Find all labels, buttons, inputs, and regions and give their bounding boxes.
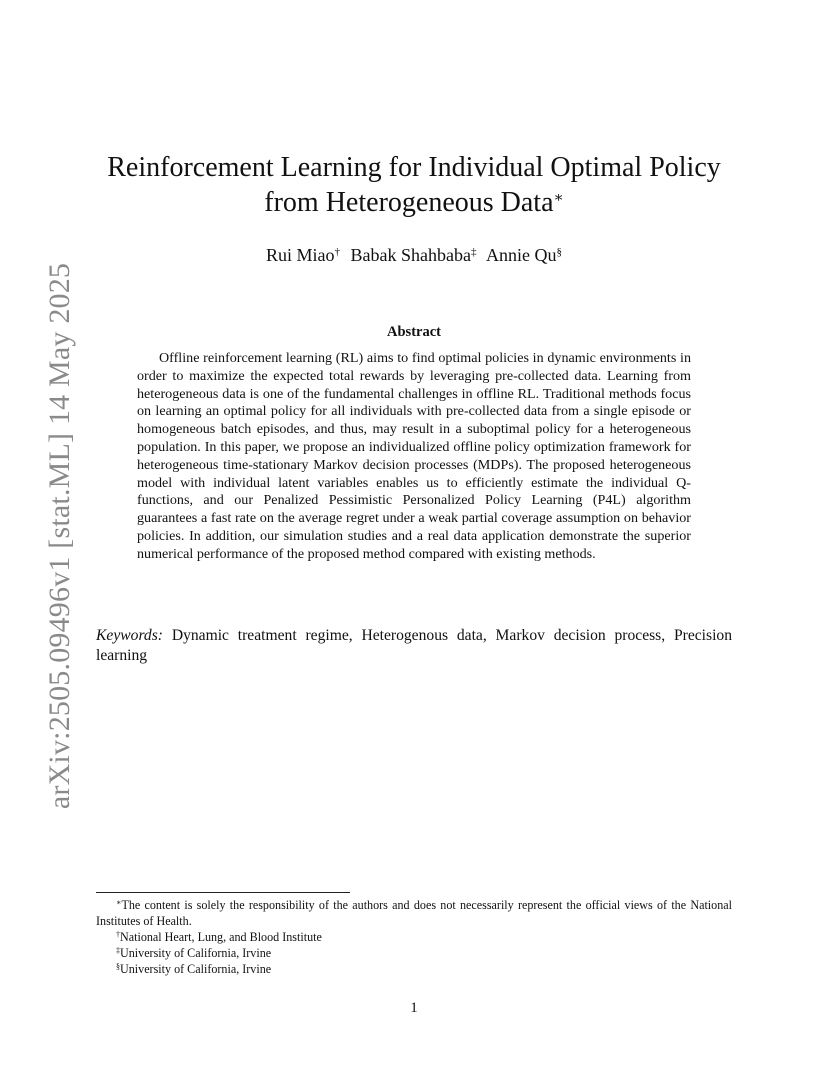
abstract-text: Offline reinforcement learning (RL) aims to find optimal policies in dynamic environments in order to maximize the expected total rewards by leveraging pre-collected data. Learning from heterogeneous data is one of the fundamental challenges in offline RL. Traditional methods focus on learning an optimal policy for all individuals with pre-collected data from a single episode or homogeneous batch episodes, and thus, may result in a suboptimal policy for a heterogeneous population. In this paper, we propose an individualized offline policy optimization framework for heterogeneous time-stationary Markov decision processes (MDPs). The proposed heterogeneous model with individual latent variables enables us to efficiently estimate the individual Q-functions, and our Penalized Pessimistic Personalized Policy Learning (P4L) algorithm guarantees a fast rate on the average regret under a weak partial coverage assumption on behavior policies. In addition, our simulation studies and a real data application demonstrate the superior numerical performance of the proposed method compared with existing methods. (137, 350, 691, 562)
author-affiliation-mark: § (556, 246, 562, 258)
author-list (0, 243, 828, 267)
author-name: Annie Qu (486, 245, 557, 265)
keywords-text: Dynamic treatment regime, Heterogenous data, Markov decision process, Precision learning (96, 627, 732, 664)
footnote-divider (96, 892, 350, 893)
paper-title (0, 150, 828, 220)
footnote (96, 929, 732, 945)
footnote (96, 961, 732, 977)
keywords-label: Keywords: (96, 627, 163, 644)
keywords-paragraph (96, 626, 732, 666)
author-name: Babak Shahbaba (350, 245, 471, 265)
title-line-2-text: from Heterogeneous Data (264, 187, 554, 218)
footnote-mark: § (116, 962, 120, 971)
page-number: 1 (410, 1000, 418, 1016)
title-footnote-mark: ∗ (553, 190, 564, 206)
footnote-text: University of California, Irvine (120, 946, 272, 960)
footnote-text: The content is solely the responsibility of the authors and does not necessarily represent the official views of the National Institutes of Health. (96, 898, 732, 928)
author-affiliation-mark: ‡ (470, 246, 477, 258)
abstract-heading: Abstract (387, 324, 441, 340)
footnote (96, 897, 732, 929)
footnote-mark: ∗ (116, 898, 122, 907)
title-line-2 (0, 185, 828, 220)
footnote (96, 945, 732, 961)
author-name: Rui Miao (266, 245, 335, 265)
footnote-text: University of California, Irvine (120, 962, 272, 976)
title-line-1: Reinforcement Learning for Individual Optimal Policy (107, 152, 721, 183)
footnote-text: National Heart, Lung, and Blood Institute (120, 930, 322, 944)
footnotes (96, 897, 732, 977)
author-affiliation-mark: † (334, 246, 341, 258)
footnote-mark: ‡ (116, 946, 120, 955)
footnote-mark: † (116, 930, 120, 939)
arxiv-identifier-stamp: arXiv:2505.09496v1 [stat.ML] 14 May 2025 (43, 262, 76, 810)
